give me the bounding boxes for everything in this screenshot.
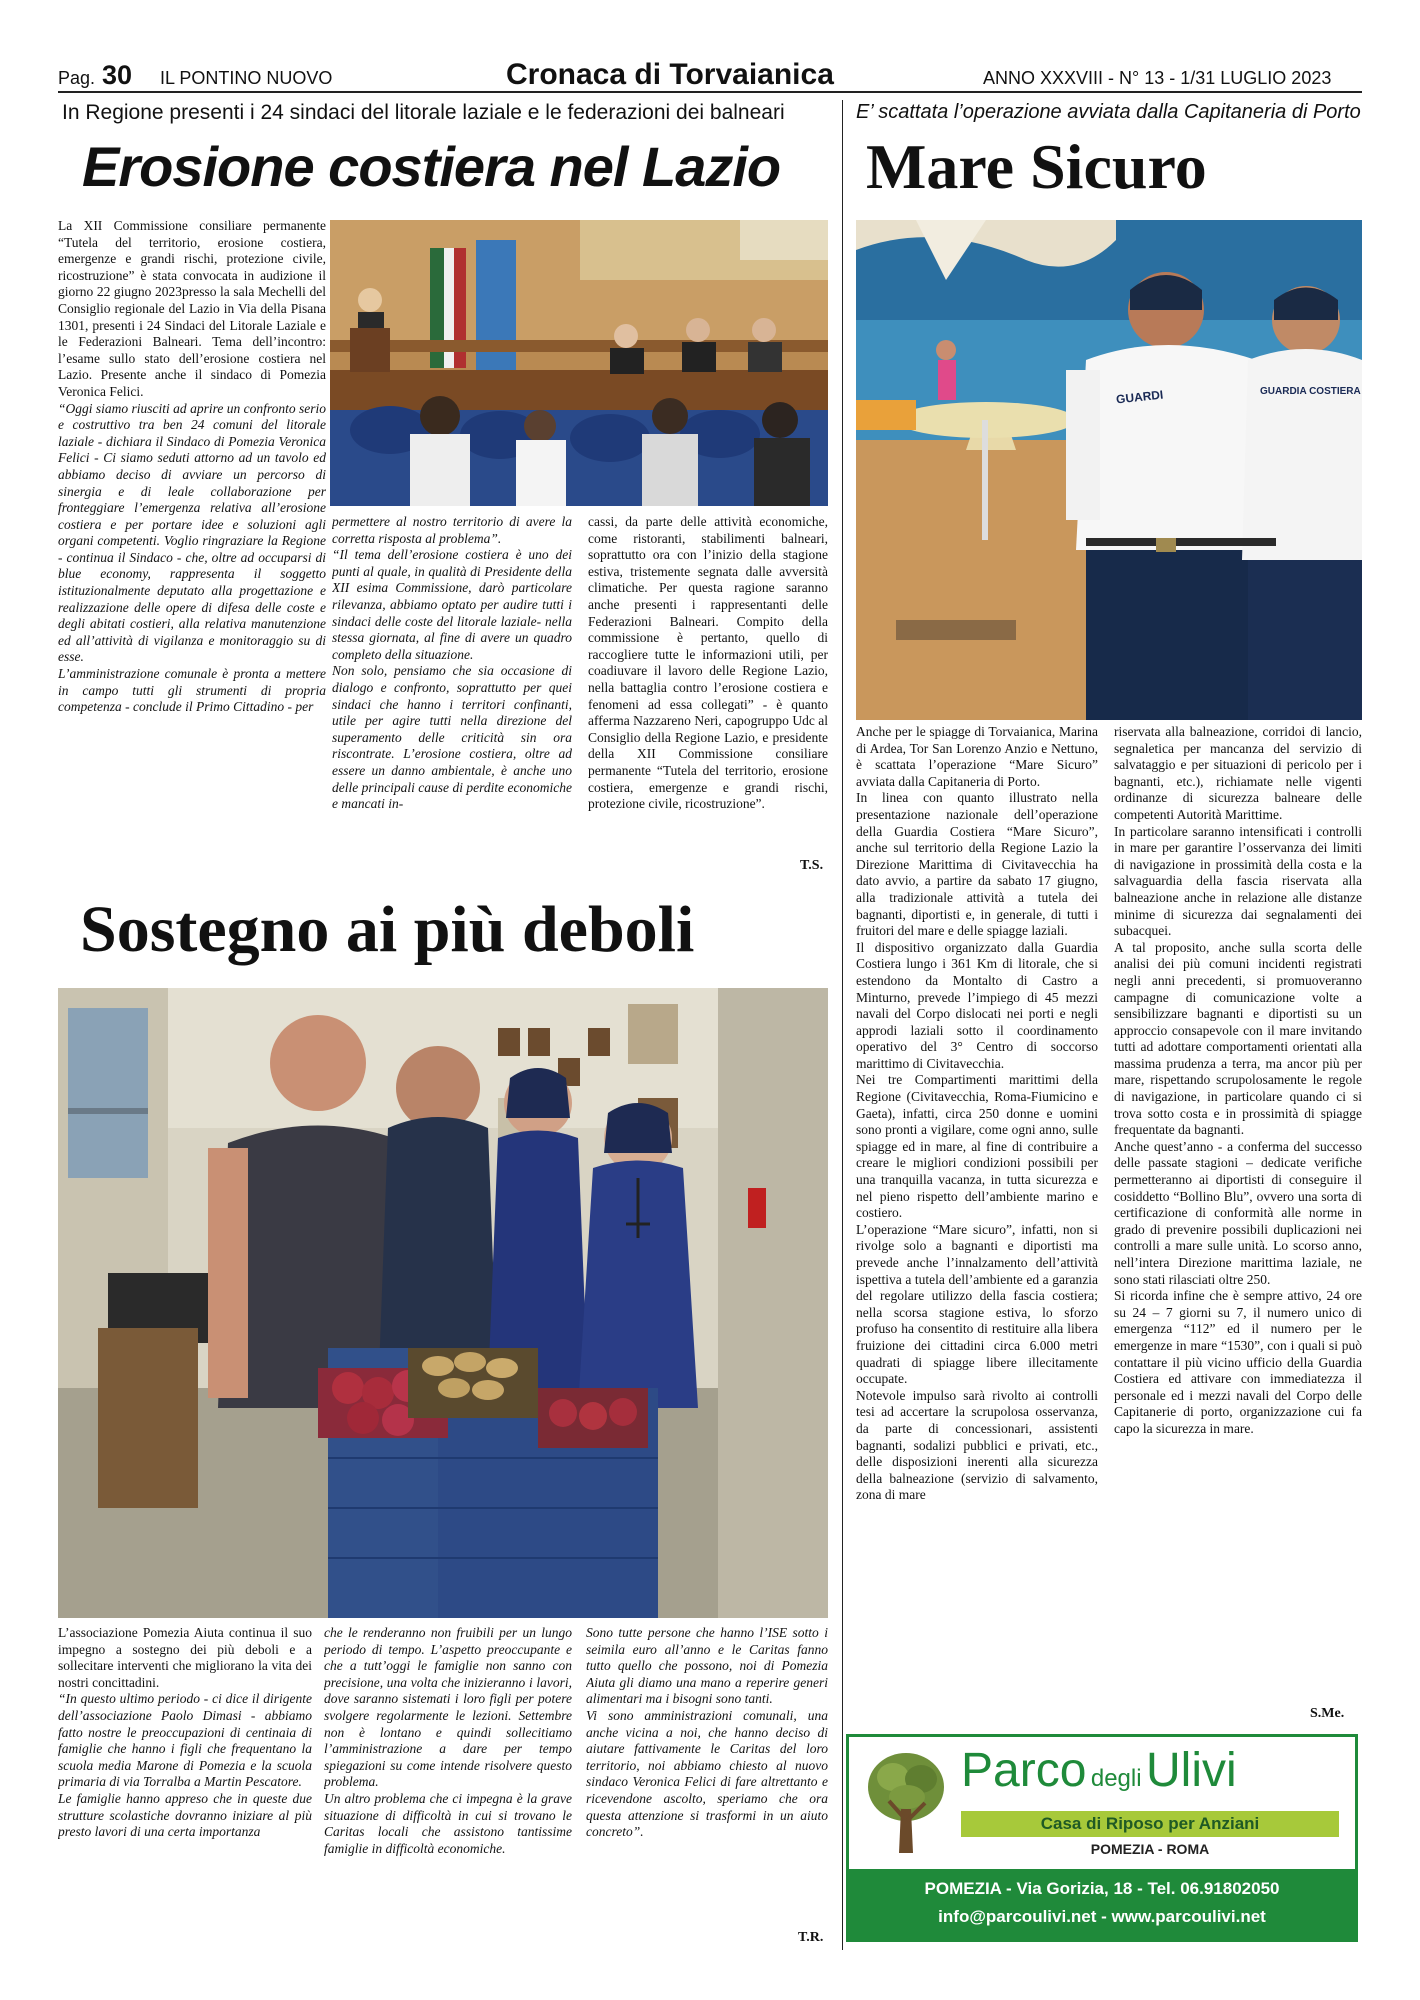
sostegno-col2-p2: Un altro problema che ci impegna è la grave situazione di difficoltà in cui si trovano le Caritas locali che assistono tantissime famiglie in difficoltà economiche.: [324, 1790, 572, 1856]
column-divider: [842, 100, 843, 1950]
ad-contact-band: [849, 1869, 1355, 1939]
mare-col1-p6: Notevole impulso sarà rivolto ai controlli tesi ad accertare la scrupolosa osservanza, da parte di concessionari, assistenti bagnanti, sodalizi pubblici e privati, etc., delle disposizioni inerenti alla sicurezza della balneazione (servizio di salvamento, zona di mare: [856, 1387, 1098, 1503]
erosione-col-3: [588, 514, 828, 856]
sostegno-col-1: [58, 1625, 312, 1950]
photo-label-left: GUARDI: [1115, 387, 1164, 407]
erosione-col2-p1: permettere al nostro territorio di avere la corretta risposta al problema”.: [332, 514, 572, 546]
ad-title: [961, 1743, 1237, 1798]
council-meeting-photo: [330, 220, 828, 506]
mare-signature: S.Me.: [1310, 1706, 1345, 1721]
erosione-col-2: [332, 514, 572, 872]
sostegno-signature: T.R.: [798, 1930, 824, 1945]
guardia-costiera-photo: [856, 220, 1362, 720]
olive-tree-icon: [865, 1749, 947, 1859]
ad-location: POMEZIA - ROMA: [1090, 1841, 1210, 1857]
erosione-col1-p1: La XII Commissione consiliare permanente “Tutela del territorio, erosione costiera, emergenze e grandi rischi, protezione civile, ricostruzione” è stata convocata in audizione il giorno 22 giugno 2023presso la sala Mechelli del Consiglio regionale del Lazio in Via della Pisana 1301, presenti i 24 Sindaci del Litorale Laziale e le Federazioni Balneari. Tema dell’incontro: l’esame sullo stato dell’erosione costiera nel Lazio. Presente anche il sindaco di Pomezia Veronica Felici.: [58, 218, 326, 399]
mare-col1-p3: Il dispositivo organizzato dalla Guardia Costiera lungo i 361 Km di litorale, che si estendono da Montalto di Castro a Minturno, prevede l’impiego di 45 mezzi navali del Corpo dislocati nei porti e negli approdi laziali sotto il coordinamento operativo del 3° Centro di soccorso marittimo di Civitavecchia.: [856, 939, 1098, 1071]
coast-guard-illustration: [856, 220, 1362, 720]
ad-contacts[interactable]: info@parcoulivi.net - www.parcoulivi.net: [938, 1907, 1266, 1926]
sostegno-title: Sostegno ai più deboli: [80, 893, 695, 966]
mare-col1-p1: Anche per le spiagge di Torvaianica, Marina di Ardea, Tor San Lorenzo Anzio e Nettuno, è scattata l’operazione “Mare Sicuro” avviata dalla Capitaneria di Porto.: [856, 724, 1098, 789]
page-header: [58, 58, 1362, 92]
photo-label-right: GUARDIA COSTIERA: [1260, 386, 1361, 397]
erosione-col2-p2: “Il tema dell’erosione costiera è uno dei punti al quale, in qualità di Presidente della XII esima Commissione, darò particolare rilevanza, abbiamo optato per audire tutti i sindaci delle coste del litorale laziale- nella stessa giornata, al fine di avere un quadro completo della situazione.: [332, 547, 572, 662]
mare-col1-p5: L’operazione “Mare sicuro”, infatti, non si rivolge solo a bagnanti e diportisti ma prevede anche l’innalzamento dell’attività ispettiva a tutela dell’ambiente ed a garanzia del regolare utilizzo della fascia costiera; nella scorsa stagione estiva, lo sforzo profuso ha consentito di restituire alla libera fruizione dei cittadini circa 6.000 metri quadrati di spiagge libere illecitamente occupate.: [856, 1221, 1098, 1387]
ad-title-parco: Parco: [961, 1744, 1087, 1797]
sostegno-col1-p3: Le famiglie hanno appreso che in queste due strutture scolastiche dovranno iniziare al più presto lavori di una certa importanza: [58, 1790, 312, 1840]
mare-col2-p3: A tal proposito, anche sulla scorta delle analisi dei più comuni incidenti registrati negli anni precedenti, si promuoveranno campagne di comunicazione volte a sensibilizzare bagnanti e diportisti su un approccio consapevole con il mare invitando tutti ad adottare comportamenti orientati alla massima prudenza a terra, ma ancor più per mare, rispettando scrupolosamente le regole di navigazione, in particolare quando ci si trova sotto costa e in prossimità di spiagge frequentate da bagnanti.: [1114, 939, 1362, 1138]
sostegno-col1-p2: “In questo ultimo periodo - ci dice il dirigente dell’associazione Paolo Dimasi - abbiamo fatto nostre le preoccupazioni di centinaia di famiglie che hanno i figli che frequentano la scuola media Marone di Pomezia e la scuola primaria di via Torralba a Martin Pescatore.: [58, 1691, 312, 1790]
erosione-col2-p3: Non solo, pensiamo che sia occasione di dialogo e confronto, soprattutto per quei sindaci che hanno i territori confinanti, utile per agire tutti nella direzione del superamento delle criticità sin ora riscontrate. L’erosione costiera, oltre ad essere un danno ambientale, è anche uno delle principali cause di perdite economiche e mancati in-: [332, 663, 572, 812]
publication-name: IL PONTINO NUOVO: [160, 68, 333, 88]
sostegno-col-3: [586, 1625, 828, 1925]
sostegno-col1-p1: L’associazione Pomezia Aiuta continua il suo impegno a sostegno dei più deboli e a sollecitare interventi che migliorano la vita dei nostri concittadini.: [58, 1625, 312, 1690]
issue-info: ANNO XXXVIII - N° 13 - 1/31 LUGLIO 2023: [983, 68, 1332, 88]
mare-kicker: E’ scattata l’operazione avviata dalla Capitaneria di Porto: [856, 101, 1361, 123]
ad-address: POMEZIA - Via Gorizia, 18 - Tel. 06.91802050: [924, 1879, 1280, 1898]
volunteers-illustration: [58, 988, 828, 1618]
sostegno-col3-p2: Vi sono amministrazioni comunali, una anche vicina a noi, che hanno deciso di aiutare fattivamente le Caritas del loro territorio, noi abbiamo chiesto al nuovo sindaco Veronica Felici di fare altrettanto e ricevendone ascolto, speriamo che ora questa attenzione si trasformi in un aiuto concreto”.: [586, 1707, 828, 1840]
mare-title: Mare Sicuro: [866, 131, 1207, 202]
erosione-title: Erosione costiera nel Lazio: [82, 135, 781, 198]
mare-col-2: [1114, 724, 1362, 1706]
erosione-signature: T.S.: [800, 858, 824, 873]
sostegno-col3-p1: Sono tutte persone che hanno l’ISE sotto i seimila euro all’anno e le Caritas fanno tutto quello che possono, noi di Pomezia Aiuta gli diamo una mano a reperire generi alimentari ma i bisogni sono tanti.: [586, 1625, 828, 1707]
sostegno-col-2: [324, 1625, 572, 1950]
mare-col2-p1: riservata alla balneazione, corridoi di lancio, segnaletica per mancanza del servizio di salvataggio e per situazioni di pericolo per i bagnanti, etc.), richiamate nelle vigenti ordinanze di sicurezza balneare delle competenti Autorità Marittime.: [1114, 724, 1362, 822]
mare-col2-p2: In particolare saranno intensificati i controlli in mare per garantire l’osservanza dei limiti di navigazione in prossimità della costa e la salvaguardia della fascia riservata alla balneazione anche in relazione alle distanze minime di sicurezza dai segnalamenti dei subacquei.: [1114, 823, 1362, 939]
erosione-col1-p3: L’amministrazione comunale è pronta a mettere in campo tutti gli strumenti di propria competenza - conclude il Primo Cittadino - per: [58, 666, 326, 715]
ad-title-degli: degli: [1090, 1765, 1142, 1792]
page-label: Pag.: [58, 68, 96, 88]
mare-col2-p5: Si ricorda infine che è sempre attivo, 24 ore su 24 – 7 giorni su 7, il numero unico di emergenza “112” ed il numero per le emergenze in mare “1530”, con i quali si può contattare il più vicino ufficio della Guardia Costiera ed attivare con immediatezza il personale ed i mezzi navali del Corpo delle Capitanerie di porto, organizzazione cui fa capo la sicurezza in mare.: [1114, 1288, 1362, 1436]
council-meeting-illustration: [330, 220, 828, 506]
mare-col2-p4: Anche quest’anno - a conferma del successo delle passate stagioni – dedicate verifiche permetteranno ai diportisti di conseguire il cosiddetto “Bollino Blu”, ovvero una sorta di certificazione di conformità alle norme in grado di prevenire possibili duplicazioni nei controlli a mare sulle unità. Lo scorso anno, nell’intera Direzione marittima laziale, ne sono stati rilasciati oltre 250.: [1114, 1138, 1362, 1287]
section-title: Cronaca di Torvaianica: [506, 58, 834, 91]
parco-ulivi-ad[interactable]: [846, 1734, 1358, 1942]
header-rule: [58, 91, 1362, 93]
page-number: 30: [102, 60, 133, 90]
erosione-col-1: [58, 218, 326, 872]
ad-tagline: Casa di Riposo per Anziani: [961, 1811, 1339, 1837]
ad-title-ulivi: Ulivi: [1146, 1744, 1237, 1797]
erosione-kicker: In Regione presenti i 24 sindaci del litorale laziale e le federazioni dei balneari: [62, 101, 785, 124]
erosione-col1-p2: “Oggi siamo riusciti ad aprire un confronto serio e costruttivo tra ben 24 comuni del litorale laziale - dichiara il Sindaco di Pomezia Veronica Felici - Ci siamo seduti attorno ad un tavolo ed abbiamo deciso di avviare un percorso di sinergia e di leale collaborazione per fronteggiare l’emergenza relativa all’erosione costiera e per portare idee e soluzioni agli organi competenti. Voglio ringraziare la Regione - continua il Sindaco - che, oltre ad occuparsi di blue economy, rappresenta il soggetto istituzionalmente deputato alla progettazione e realizzazione delle opere di difesa delle coste e degli abitati costieri, alla relativa manutenzione ed all’attività di vigilanza e monitoraggio su di esse.: [58, 400, 326, 665]
erosione-col3-p1: cassi, da parte delle attività economiche, come ristoranti, stabilimenti balneari, soprattutto ora con l’inizio della stagione estiva, tristemente segnata dalle avversità climatiche. Per questa ragione saranno anche presenti i rappresentanti delle Federazioni Balneari. Compito della commissione è pertanto, quello di raccogliere tutte le informazioni utili, per coadiuvare il lavoro delle Regione Lazio, nella battaglia contro l’erosione costiera e fenomeni ad essa collegati” - è quanto afferma Nazzareno Neri, capogruppo Udc al Consiglio della Regione Lazio, e presidente della XII Commissione consiliare permanente “Tutela del territorio, erosione costiera, emergenze e grandi rischi, protezione civile, ricostruzione”.: [588, 514, 828, 812]
mare-col1-p4: Nei tre Compartimenti marittimi della Regione (Civitavecchia, Roma-Fiumicino e Gaeta), infatti, circa 250 donne e uomini sono pronti a vigilare, come ogni anno, sulle spiagge ed in mare, al fine di contribuire a creare le migliori condizioni possibili per una tranquilla vacanza, in tutta sicurezza e nel pieno rispetto dell’ambiente marino e costiero.: [856, 1072, 1098, 1221]
sostegno-col2-p1: che le renderanno non fruibili per un lungo periodo di tempo. L’aspetto preoccupante e che a tutt’oggi le famiglie non sanno con precisione, una volta che inizieranno i lavori, dove saranno sistemati i loro figli per potere svolgere regolarmente le lezioni. Settembre non è lontano e quindi sollecitiamo l’amministrazione a dare per tempo spiegazioni su come intende risolvere questo problema.: [324, 1625, 572, 1790]
mare-col1-p2: In linea con quanto illustrato nella presentazione nazionale dell’operazione della Guardia Costiera “Mare Sicuro”, anche sul territorio della Regione Lazio la Direzione Marittima di Civitavecchia ha dato avvio, a partire da sabato 17 giugno, alla tradizionale attività a tutela dei bagnanti, diportisti e, in generale, di tutti i fruitori del mare e delle spiagge laziali.: [856, 790, 1098, 939]
pomezia-aiuta-photo: [58, 988, 828, 1618]
